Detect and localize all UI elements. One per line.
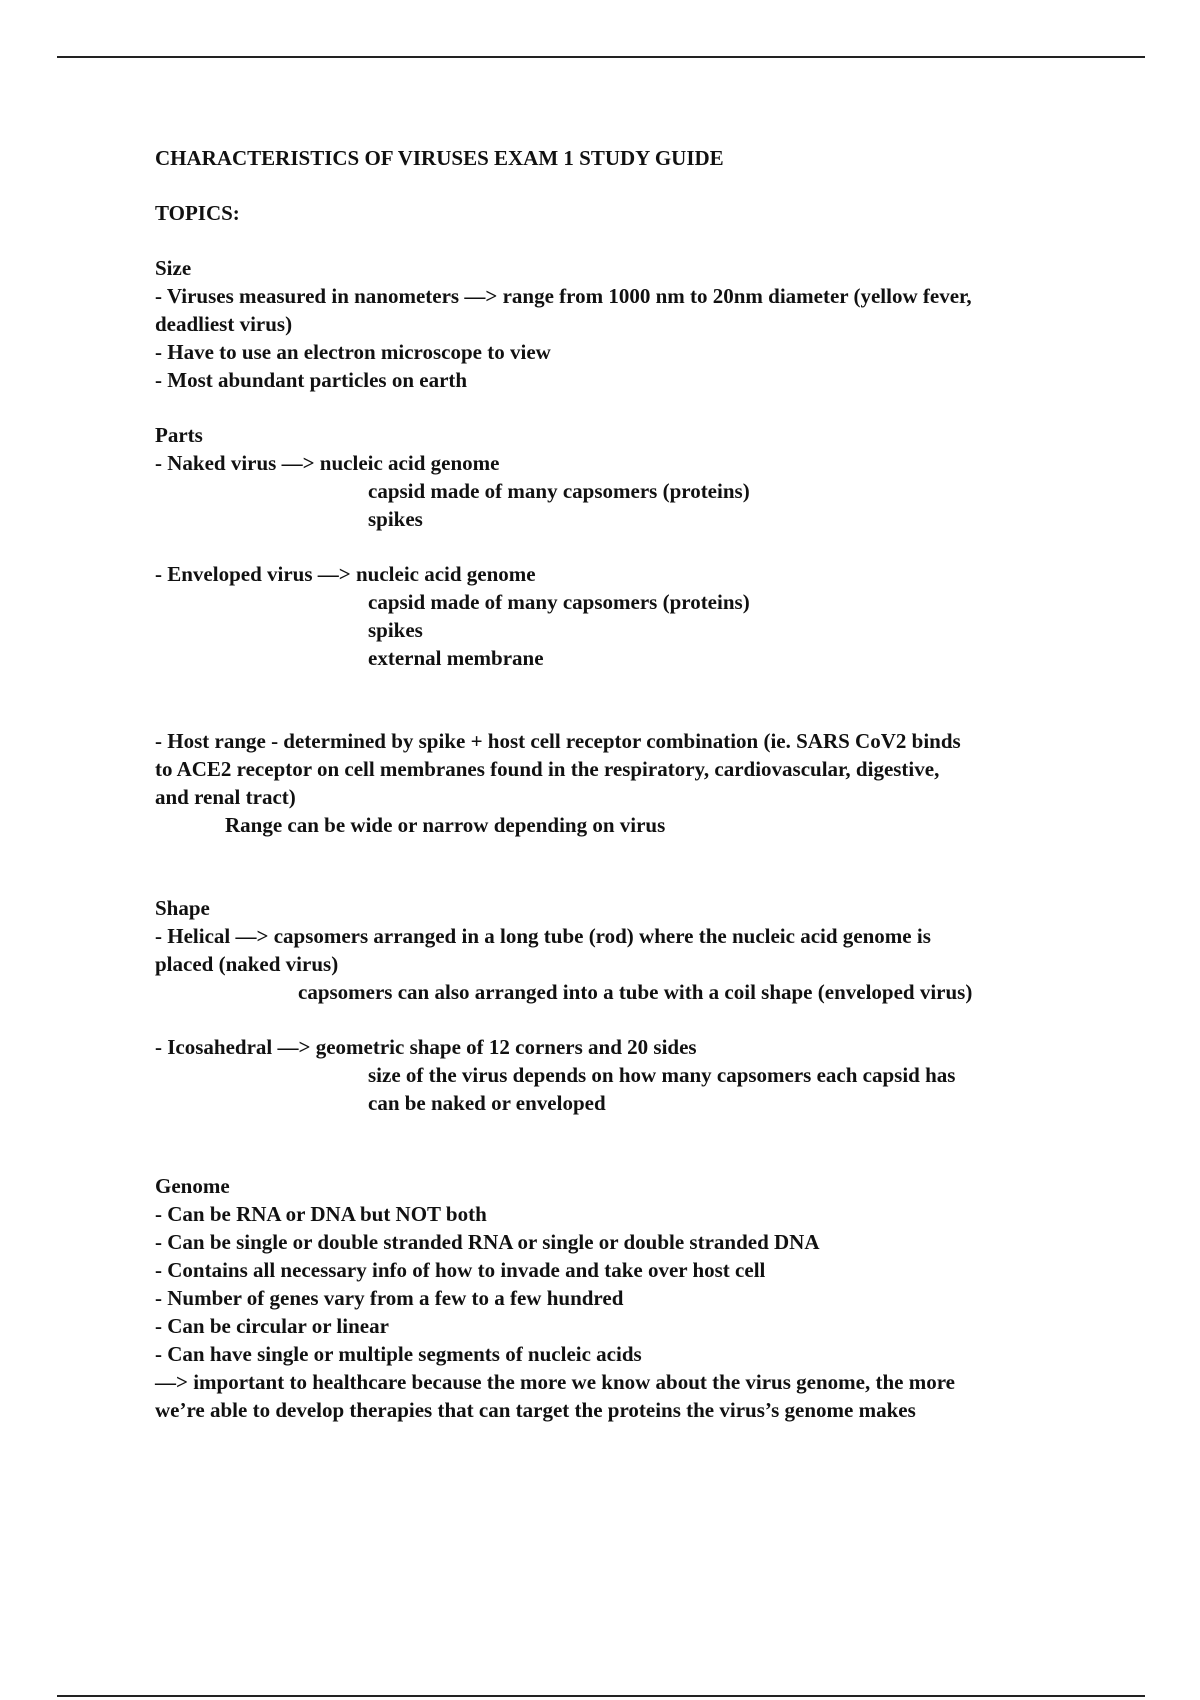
study-guide-content [155,144,1095,1424]
enveloped-virus-line: - Enveloped virus —> nucleic acid genome [155,562,536,586]
bottom-rule [57,1695,1145,1697]
size-heading: Size [155,256,192,280]
helical-line-2: placed (naked virus) [155,952,339,976]
enveloped-virus-capsid: capsid made of many capsomers (proteins) [368,590,750,614]
helical-line-1: - Helical —> capsomers arranged in a long tube (rod) where the nucleic acid genome is [155,924,931,948]
host-range-note: Range can be wide or narrow depending on virus [225,813,666,837]
icosahedral-envelope-note: can be naked or enveloped [368,1091,606,1115]
document-title: CHARACTERISTICS OF VIRUSES EXAM 1 STUDY GUIDE [155,146,724,170]
list-item: - Can be RNA or DNA but NOT both [155,1202,487,1226]
list-item: - Can be circular or linear [155,1314,389,1338]
topics-heading: TOPICS: [155,201,240,225]
list-item: - Number of genes vary from a few to a few hundred [155,1286,624,1310]
naked-virus-spikes: spikes [368,507,423,531]
parts-section [155,421,1095,839]
icosahedral-line: - Icosahedral —> geometric shape of 12 corners and 20 sides [155,1035,697,1059]
list-item: - Can be single or double stranded RNA or single or double stranded DNA [155,1230,820,1254]
host-range-line-2: to ACE2 receptor on cell membranes found in the respiratory, cardiovascular, digestive, [155,757,940,781]
size-line-3: - Most abundant particles on earth [155,368,468,392]
parts-heading: Parts [155,423,203,447]
size-line-1-cont: deadliest virus) [155,312,293,336]
size-section [155,254,1095,394]
helical-note: capsomers can also arranged into a tube with a coil shape (enveloped virus) [298,980,973,1004]
enveloped-virus-spikes: spikes [368,618,423,642]
host-range-line-3: and renal tract) [155,785,296,809]
top-rule [57,56,1145,58]
list-item: - Can have single or multiple segments of nucleic acids [155,1342,642,1366]
genome-heading: Genome [155,1174,230,1198]
host-range-line-1: - Host range - determined by spike + host cell receptor combination (ie. SARS CoV2 binds [155,729,961,753]
genome-note-line-1: —> important to healthcare because the more we know about the virus genome, the more [155,1370,955,1394]
genome-note-line-2: we’re able to develop therapies that can target the proteins the virus’s genome makes [155,1398,916,1422]
size-line-1: - Viruses measured in nanometers —> range from 1000 nm to 20nm diameter (yellow fever, [155,284,972,308]
size-line-2: - Have to use an electron microscope to view [155,340,551,364]
list-item: - Contains all necessary info of how to invade and take over host cell [155,1258,766,1282]
enveloped-virus-membrane: external membrane [368,646,544,670]
naked-virus-line: - Naked virus —> nucleic acid genome [155,451,500,475]
genome-section [155,1172,1095,1424]
shape-heading: Shape [155,896,210,920]
naked-virus-capsid: capsid made of many capsomers (proteins) [368,479,750,503]
icosahedral-size-note: size of the virus depends on how many capsomers each capsid has [368,1063,956,1087]
shape-section [155,894,1095,1117]
